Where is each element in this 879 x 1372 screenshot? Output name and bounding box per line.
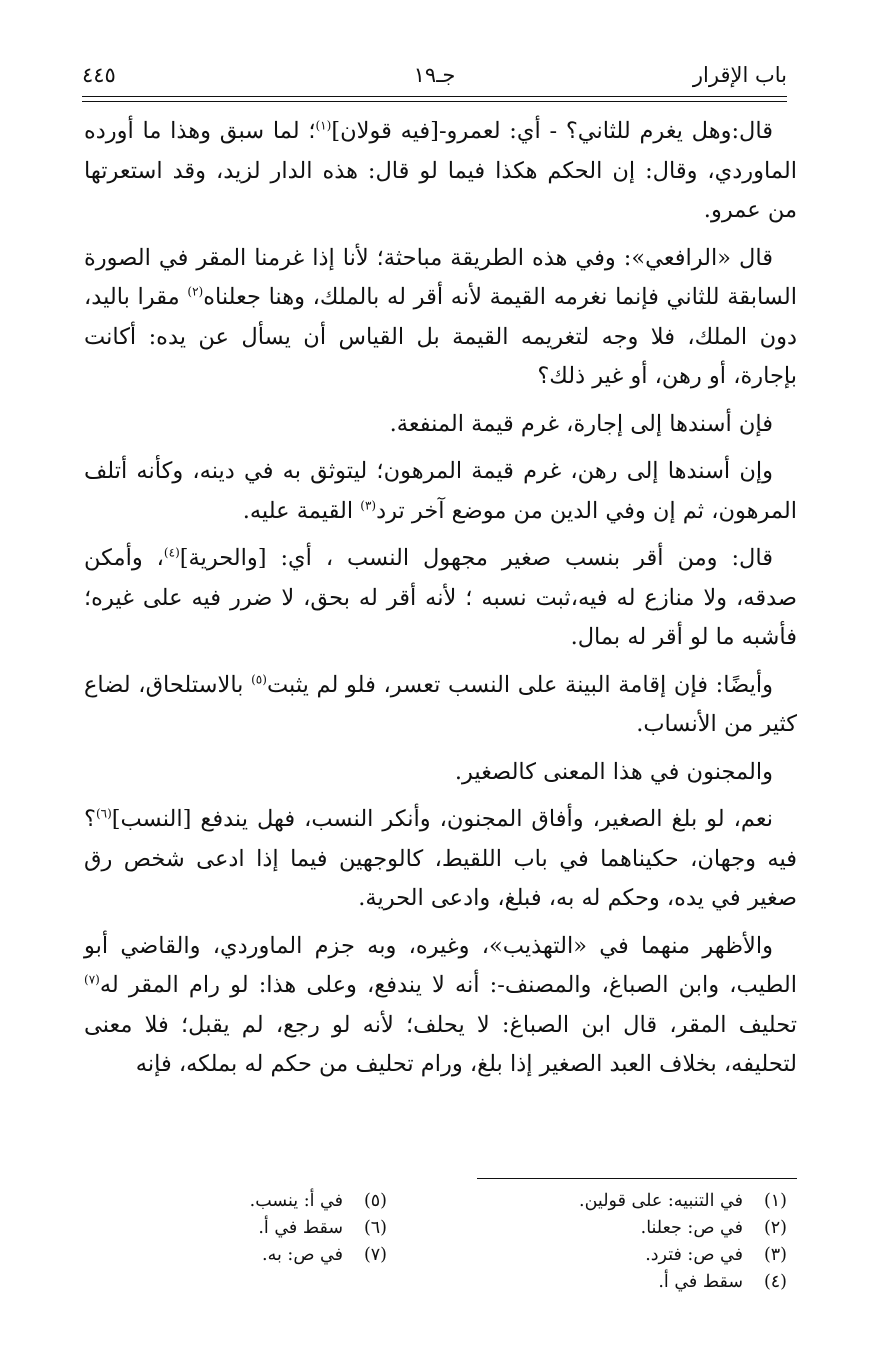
paragraph-text: ، وأمكن صدقه، ولا منازع له فيه،ثبت نسبه ؛ لأنه أقر له بحق، لا ضرر فيه على غيره؛ فأشبه ما لو أقر له بمال. (84, 545, 797, 650)
footnote-text: سقط في أ. (658, 1272, 743, 1292)
footnote-text: في التنبيه: على قولين. (579, 1191, 743, 1211)
paragraph-text: قال: ومن أقر بنسب صغير مجهول النسب ، أي: [والحرية] (179, 545, 773, 571)
footnote-text: سقط في أ. (258, 1218, 343, 1238)
paragraph (84, 927, 797, 1085)
paragraph-text: ؛ لما سبق وهذا ما أورده الماوردي، وقال: إن الحكم هكذا فيما لو قال: هذه الدار لزيد، وقد استعرتها من عمرو. (84, 118, 797, 223)
paragraph-text: والأظهر منهما في «التهذيب»، وغيره، وبه جزم الماوردي، والقاضي أبو الطيب، وابن الصباغ، والمصنف-: أنه لا يندفع، وعلى هذا: لو رام المقر له (84, 932, 797, 998)
paragraph-text: ؟ فيه وجهان، حكيناهما في باب اللقيط، كالوجهين فيما إذا ادعى شخص رق صغير في يده، وحكم له به، فبلغ، وادعى الحرية. (84, 806, 797, 911)
footnote (457, 1215, 787, 1242)
paragraph (84, 666, 797, 745)
footnote-ref: (٧) (84, 972, 100, 987)
footnotes-left-column (57, 1188, 387, 1269)
footnote (457, 1269, 787, 1296)
footnote-ref: (٣) (360, 498, 377, 512)
footnote-text: في ص: جعلنا. (640, 1218, 743, 1238)
paragraph-text: فإن أسندها إلى إجارة، غرم قيمة المنفعة. (389, 410, 773, 437)
footnote-number: (٤) (763, 1272, 787, 1292)
footnote (57, 1188, 387, 1215)
header-divider (82, 96, 787, 102)
paragraph (84, 753, 797, 793)
footnote-number: (٧) (363, 1245, 387, 1265)
paragraph-text: القيمة عليه. (242, 497, 361, 524)
paragraph-text: والمجنون في هذا المعنى كالصغير. (454, 758, 773, 785)
footnote (57, 1242, 387, 1269)
paragraph (84, 239, 797, 397)
footnote-ref: (٦) (95, 806, 112, 821)
paragraph-text: قال «الرافعي»: وفي هذه الطريقة مباحثة؛ لأنا إذا غرمنا المقر في الصورة السابقة للثاني فإنما نغرمه القيمة لأنه أقر له بالملك، وهنا جعلناه (84, 244, 797, 310)
footnote-ref: (١) (315, 118, 332, 133)
footnote-number: (٢) (763, 1218, 787, 1238)
paragraph-text: قال:وهل يغرم للثاني؟ - أي: لعمرو-[فيه قولان] (331, 118, 773, 144)
paragraph (84, 539, 797, 658)
footnote-divider (477, 1178, 797, 1179)
volume-label: جـ١٩ (413, 63, 456, 87)
paragraph (84, 405, 797, 445)
chapter-title: باب الإقرار (692, 63, 787, 87)
footnotes-right-column (457, 1188, 787, 1296)
paragraph (84, 452, 797, 531)
footnote-number: (٣) (763, 1245, 787, 1265)
footnote-text: في أ: ينسب. (249, 1191, 343, 1211)
paragraph-text: بالاستلحاق، لضاع كثير من الأنساب. (84, 671, 797, 737)
footnote-ref: (٥) (251, 672, 267, 686)
footnote-number: (٥) (363, 1191, 387, 1211)
footnote-ref: (٤) (163, 545, 180, 560)
footnote-ref: (٢) (187, 284, 204, 299)
paragraph-text: وأيضًا: فإن إقامة البينة على النسب تعسر، فلو لم يثبت (266, 671, 773, 698)
footnote (57, 1215, 387, 1242)
footnote (457, 1188, 787, 1215)
running-header (82, 58, 787, 92)
footnote-text: في ص: فترد. (645, 1245, 743, 1265)
footnote-text: في ص: به. (262, 1245, 343, 1265)
paragraph (84, 800, 797, 919)
paragraph-text: نعم، لو بلغ الصغير، وأفاق المجنون، وأنكر النسب، فهل يندفع [النسب] (111, 806, 773, 832)
main-text (84, 112, 797, 1093)
paragraph-text: تحليف المقر، قال ابن الصباغ: لا يحلف؛ لأنه لو رجع، لم يقبل؛ فلا معنى لتحليفه، بخلاف العبد الصغير إذا بلغ، ورام تحليف من حكم له بملكه، فإنه (84, 1011, 797, 1077)
page-number: ٤٤٥ (82, 63, 116, 87)
paragraph-text: مقرا باليد، دون الملك، فلا وجه لتغريمه القيمة بل القياس أن يسأل عن يده: أكانت بإجارة، أو رهن، أو غير ذلك؟ (84, 284, 797, 389)
paragraph-text: وإن أسندها إلى رهن، غرم قيمة المرهون؛ ليتوثق به في دينه، وكأنه أتلف المرهون، ثم إن وفي الدين من موضع آخر ترد (84, 458, 797, 524)
footnote (457, 1242, 787, 1269)
paragraph (84, 112, 797, 231)
footnote-number: (٦) (363, 1218, 387, 1238)
footnote-number: (١) (763, 1191, 787, 1211)
